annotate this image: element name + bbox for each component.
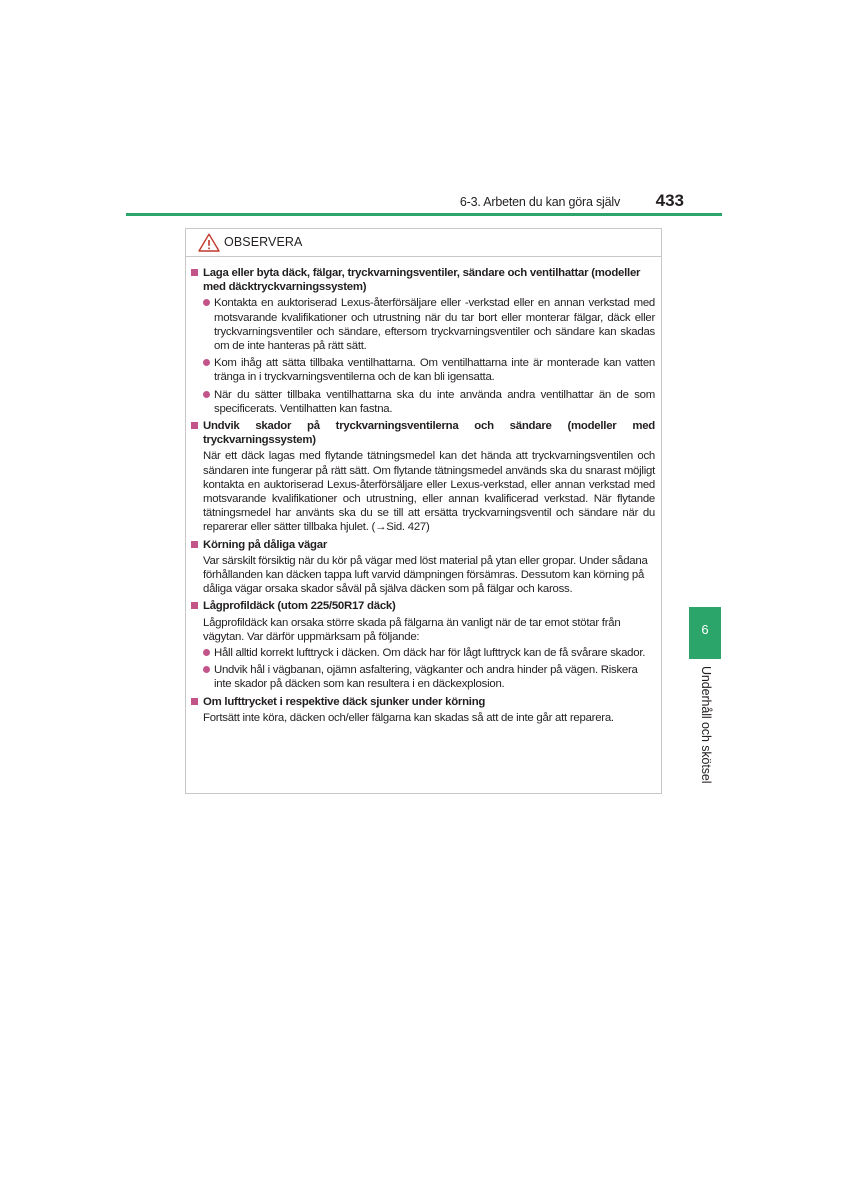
- section-heading: [191, 419, 655, 447]
- caution-title: OBSERVERA: [224, 235, 303, 249]
- section-heading: [191, 266, 655, 294]
- section-paragraph: Lågprofildäck kan orsaka större skada på fälgarna än vanligt när de tar emot stötar från vägytan. Var därför uppmärksam på följande:: [203, 616, 621, 643]
- list-item-text: Kom ihåg att sätta tillbaka ventilhattarna. Om ventilhattarna inte är monterade kan vatten tränga in i tryckvarningsventilerna och de kan bli igensatta.: [214, 357, 655, 384]
- square-bullet-icon: [191, 541, 198, 548]
- section-heading-text: Körning på dåliga vägar: [203, 538, 328, 551]
- section-paragraph: När ett däck lagas med flytande tätningsmedel kan det hända att tryckvarningsventilen och sändaren inte fungerar på rätt sätt. Om flytande tätningsmedel används ska du snarast möjligt kontakta en auktoriserad Lexus-återförsäljare eller Lexus-verkstad, eller annan verkstad med motsvarande kvalifikationer och utrustning, eller annan kvalificerad verkstad. När flytande tätningsmedel har använts ska du se till att ersätta tryckvarningsventil och sändare när du reparerar eller sätter tillbaka hjulet. (→Sid. 427): [203, 450, 655, 534]
- caution-box: [185, 228, 662, 794]
- section-heading: [191, 695, 655, 709]
- list-item: [191, 388, 655, 416]
- list-item: [191, 663, 655, 691]
- section-heading-text: Lågprofildäck (utom 225/50R17 däck): [203, 600, 396, 613]
- square-bullet-icon: [191, 422, 198, 429]
- section-paragraph: Var särskilt försiktig när du kör på vägar med löst material på ytan eller gropar. Under sådana förhållanden kan däcken tappa luft varvid dämpningen försämras. Dessutom kan körning på dåliga vägar orsaka skador såväl på själva däcken som på fälgar och kaross.: [203, 554, 648, 596]
- list-item: [191, 646, 655, 660]
- chapter-tab: 6: [689, 607, 721, 659]
- section-bad-roads: [191, 538, 655, 597]
- section-heading-text: Laga eller byta däck, fälgar, tryckvarningsventiler, sändare och ventilhattar (modeller med däcktryckvarningssystem): [203, 267, 641, 294]
- page-header: [126, 188, 722, 216]
- square-bullet-icon: [191, 602, 198, 609]
- list-item-text: När du sätter tillbaka ventilhattarna ska du inte använda andra ventilhattar än de som specificerats. Ventilhatten kan fastna.: [214, 388, 655, 415]
- chapter-label: Underhåll och skötsel: [699, 666, 713, 784]
- section-low-profile-tires: [191, 599, 655, 691]
- square-bullet-icon: [191, 698, 198, 705]
- section-title: 6-3. Arbeten du kan göra själv: [459, 195, 620, 209]
- list-item: [191, 356, 655, 384]
- list-item-text: Håll alltid korrekt lufttryck i däcken. Om däck har för lågt lufttryck kan de få svårare skador.: [214, 647, 646, 660]
- round-bullet-icon: [203, 299, 210, 306]
- round-bullet-icon: [203, 391, 210, 398]
- warning-triangle-icon: [198, 233, 220, 252]
- section-paragraph: Fortsätt inte köra, däcken och/eller fälgarna kan skadas så att de inte går att reparera.: [203, 711, 614, 724]
- round-bullet-icon: [203, 359, 210, 366]
- section-avoid-valve-damage: [191, 419, 655, 535]
- round-bullet-icon: [203, 666, 210, 673]
- section-heading: [191, 599, 655, 613]
- page-number: 433: [655, 191, 684, 210]
- caution-body: [186, 257, 661, 725]
- section-heading: [191, 538, 655, 552]
- list-item-text: Undvik hål i vägbanan, ojämn asfaltering, vägkanter och andra hinder på vägen. Riskera inte skador på däcken som kan resultera i en däckexplosion.: [214, 664, 638, 691]
- list-item: [191, 296, 655, 353]
- section-repair-tires: [191, 266, 655, 416]
- list-item-text: Kontakta en auktoriserad Lexus-återförsäljare eller -verkstad eller en annan verkstad med motsvarande kvalifikationer och utrustning när du tar bort eller monterar fälgar, däck eller tryckvarningsventiler och sändare, eftersom tryckvarningsventiler och sändare kan skadas om de inte hanteras på rätt sätt.: [214, 297, 655, 353]
- section-pressure-drop: [191, 695, 655, 725]
- square-bullet-icon: [191, 269, 198, 276]
- section-heading-text: Om lufttrycket i respektive däck sjunker under körning: [203, 695, 486, 708]
- caution-header: [186, 229, 661, 257]
- header-rule: [126, 213, 722, 216]
- section-heading-text: Undvik skador på tryckvarningsventilerna och sändare (modeller med tryckvarningssystem): [203, 420, 655, 447]
- round-bullet-icon: [203, 649, 210, 656]
